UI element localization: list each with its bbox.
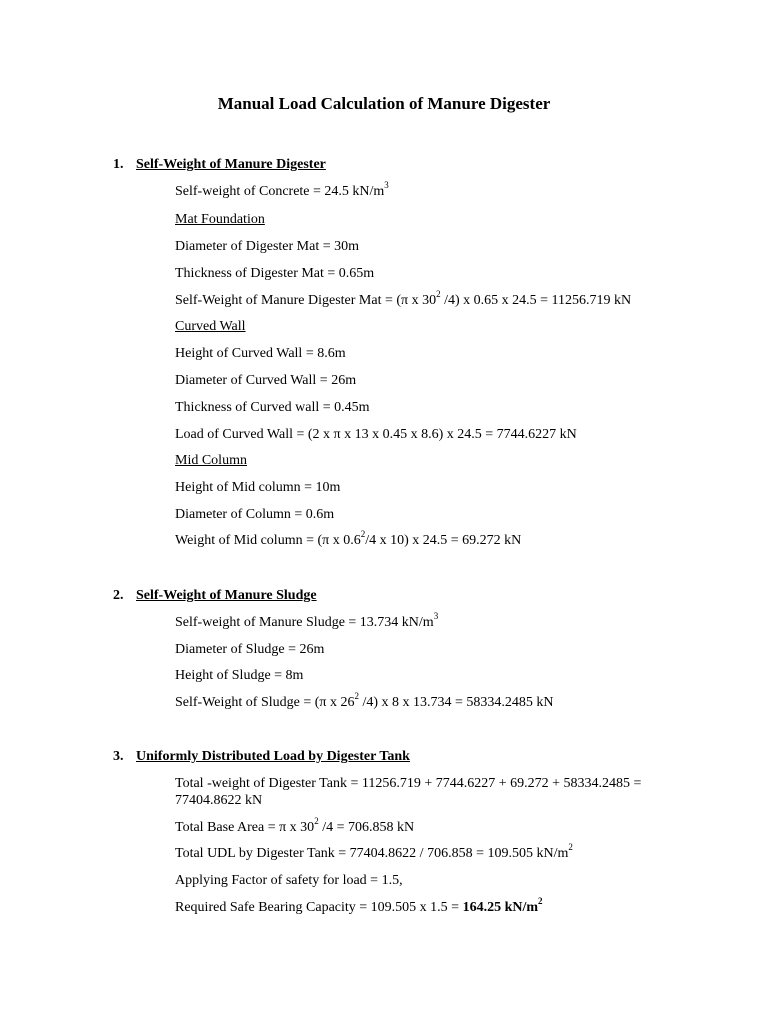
mat-thickness: Thickness of Digester Mat = 0.65m — [175, 266, 375, 281]
section-1-heading — [113, 156, 326, 174]
document-title: Manual Load Calculation of Manure Digester — [217, 94, 551, 113]
safe-bearing-capacity: Required Safe Bearing Capacity = 109.505 x 1.5 = 164.25 $kN/m^2$ — [175, 896, 543, 915]
column-weight: Weight of Mid column = (π x $0.6^2/4$ x 10) x 24.5 = 69.272 kN — [175, 529, 522, 548]
total-weight: Total -weight of Digester Tank = 11256.719 + 7744.6227 + 69.272 + 58334.2485 = 77404.8622 kN — [175, 776, 642, 808]
section-2-heading — [113, 587, 317, 605]
section-3-title: Uniformly Distributed Load by Digester Tank — [136, 749, 410, 764]
section-1-number: 1. — [113, 157, 124, 172]
sludge-unit-weight: Self-weight of Manure Sludge = 13.734 $kN/m^3$ — [175, 611, 439, 630]
mat-self-weight: Self-Weight of Manure Digester Mat = (π x $30^2$ /4) x 0.65 x 24.5 = 11256.719 kN — [175, 289, 632, 308]
wall-thickness: Thickness of Curved wall = 0.45m — [175, 400, 370, 415]
column-height: Height of Mid column = 10m — [175, 480, 341, 495]
section-3-number: 3. — [113, 749, 124, 764]
column-diameter: Diameter of Column = 0.6m — [175, 507, 335, 522]
section-1-title: Self-Weight of Manure Digester — [136, 157, 326, 172]
sludge-diameter: Diameter of Sludge = 26m — [175, 642, 325, 657]
mat-foundation-subheading: Mat Foundation — [175, 212, 265, 227]
curved-wall-subheading: Curved Wall — [175, 319, 246, 334]
wall-diameter: Diameter of Curved Wall = 26m — [175, 373, 357, 388]
safe-bearing-capacity-result: 164.25 $kN/m^2$ — [462, 896, 543, 915]
mat-diameter: Diameter of Digester Mat = 30m — [175, 239, 360, 254]
concrete-unit-weight: Self-weight of Concrete = 24.5 $kN/m^3$ — [175, 180, 389, 199]
total-base-area: Total Base Area = π x $30^2$ /4 = 706.858 kN — [175, 816, 415, 835]
total-udl: Total UDL by Digester Tank = 77404.8622 / 706.858 = 109.505 $kN/m^2$ — [175, 842, 573, 861]
wall-load: Load of Curved Wall = (2 x π x 13 x 0.45 x 8.6) x 24.5 = 7744.6227 kN — [175, 427, 577, 442]
wall-height: Height of Curved Wall = 8.6m — [175, 346, 346, 361]
sludge-self-weight: Self-Weight of Sludge = (π x $26^2$ /4) x 8 x 13.734 = 58334.2485 kN — [175, 691, 554, 710]
section-3-heading — [113, 748, 410, 766]
section-2-number: 2. — [113, 588, 124, 603]
safety-factor: Applying Factor of safety for load = 1.5, — [175, 873, 403, 888]
sludge-height: Height of Sludge = 8m — [175, 668, 304, 683]
section-2-title: Self-Weight of Manure Sludge — [136, 588, 317, 603]
mid-column-subheading: Mid Column — [175, 453, 247, 468]
